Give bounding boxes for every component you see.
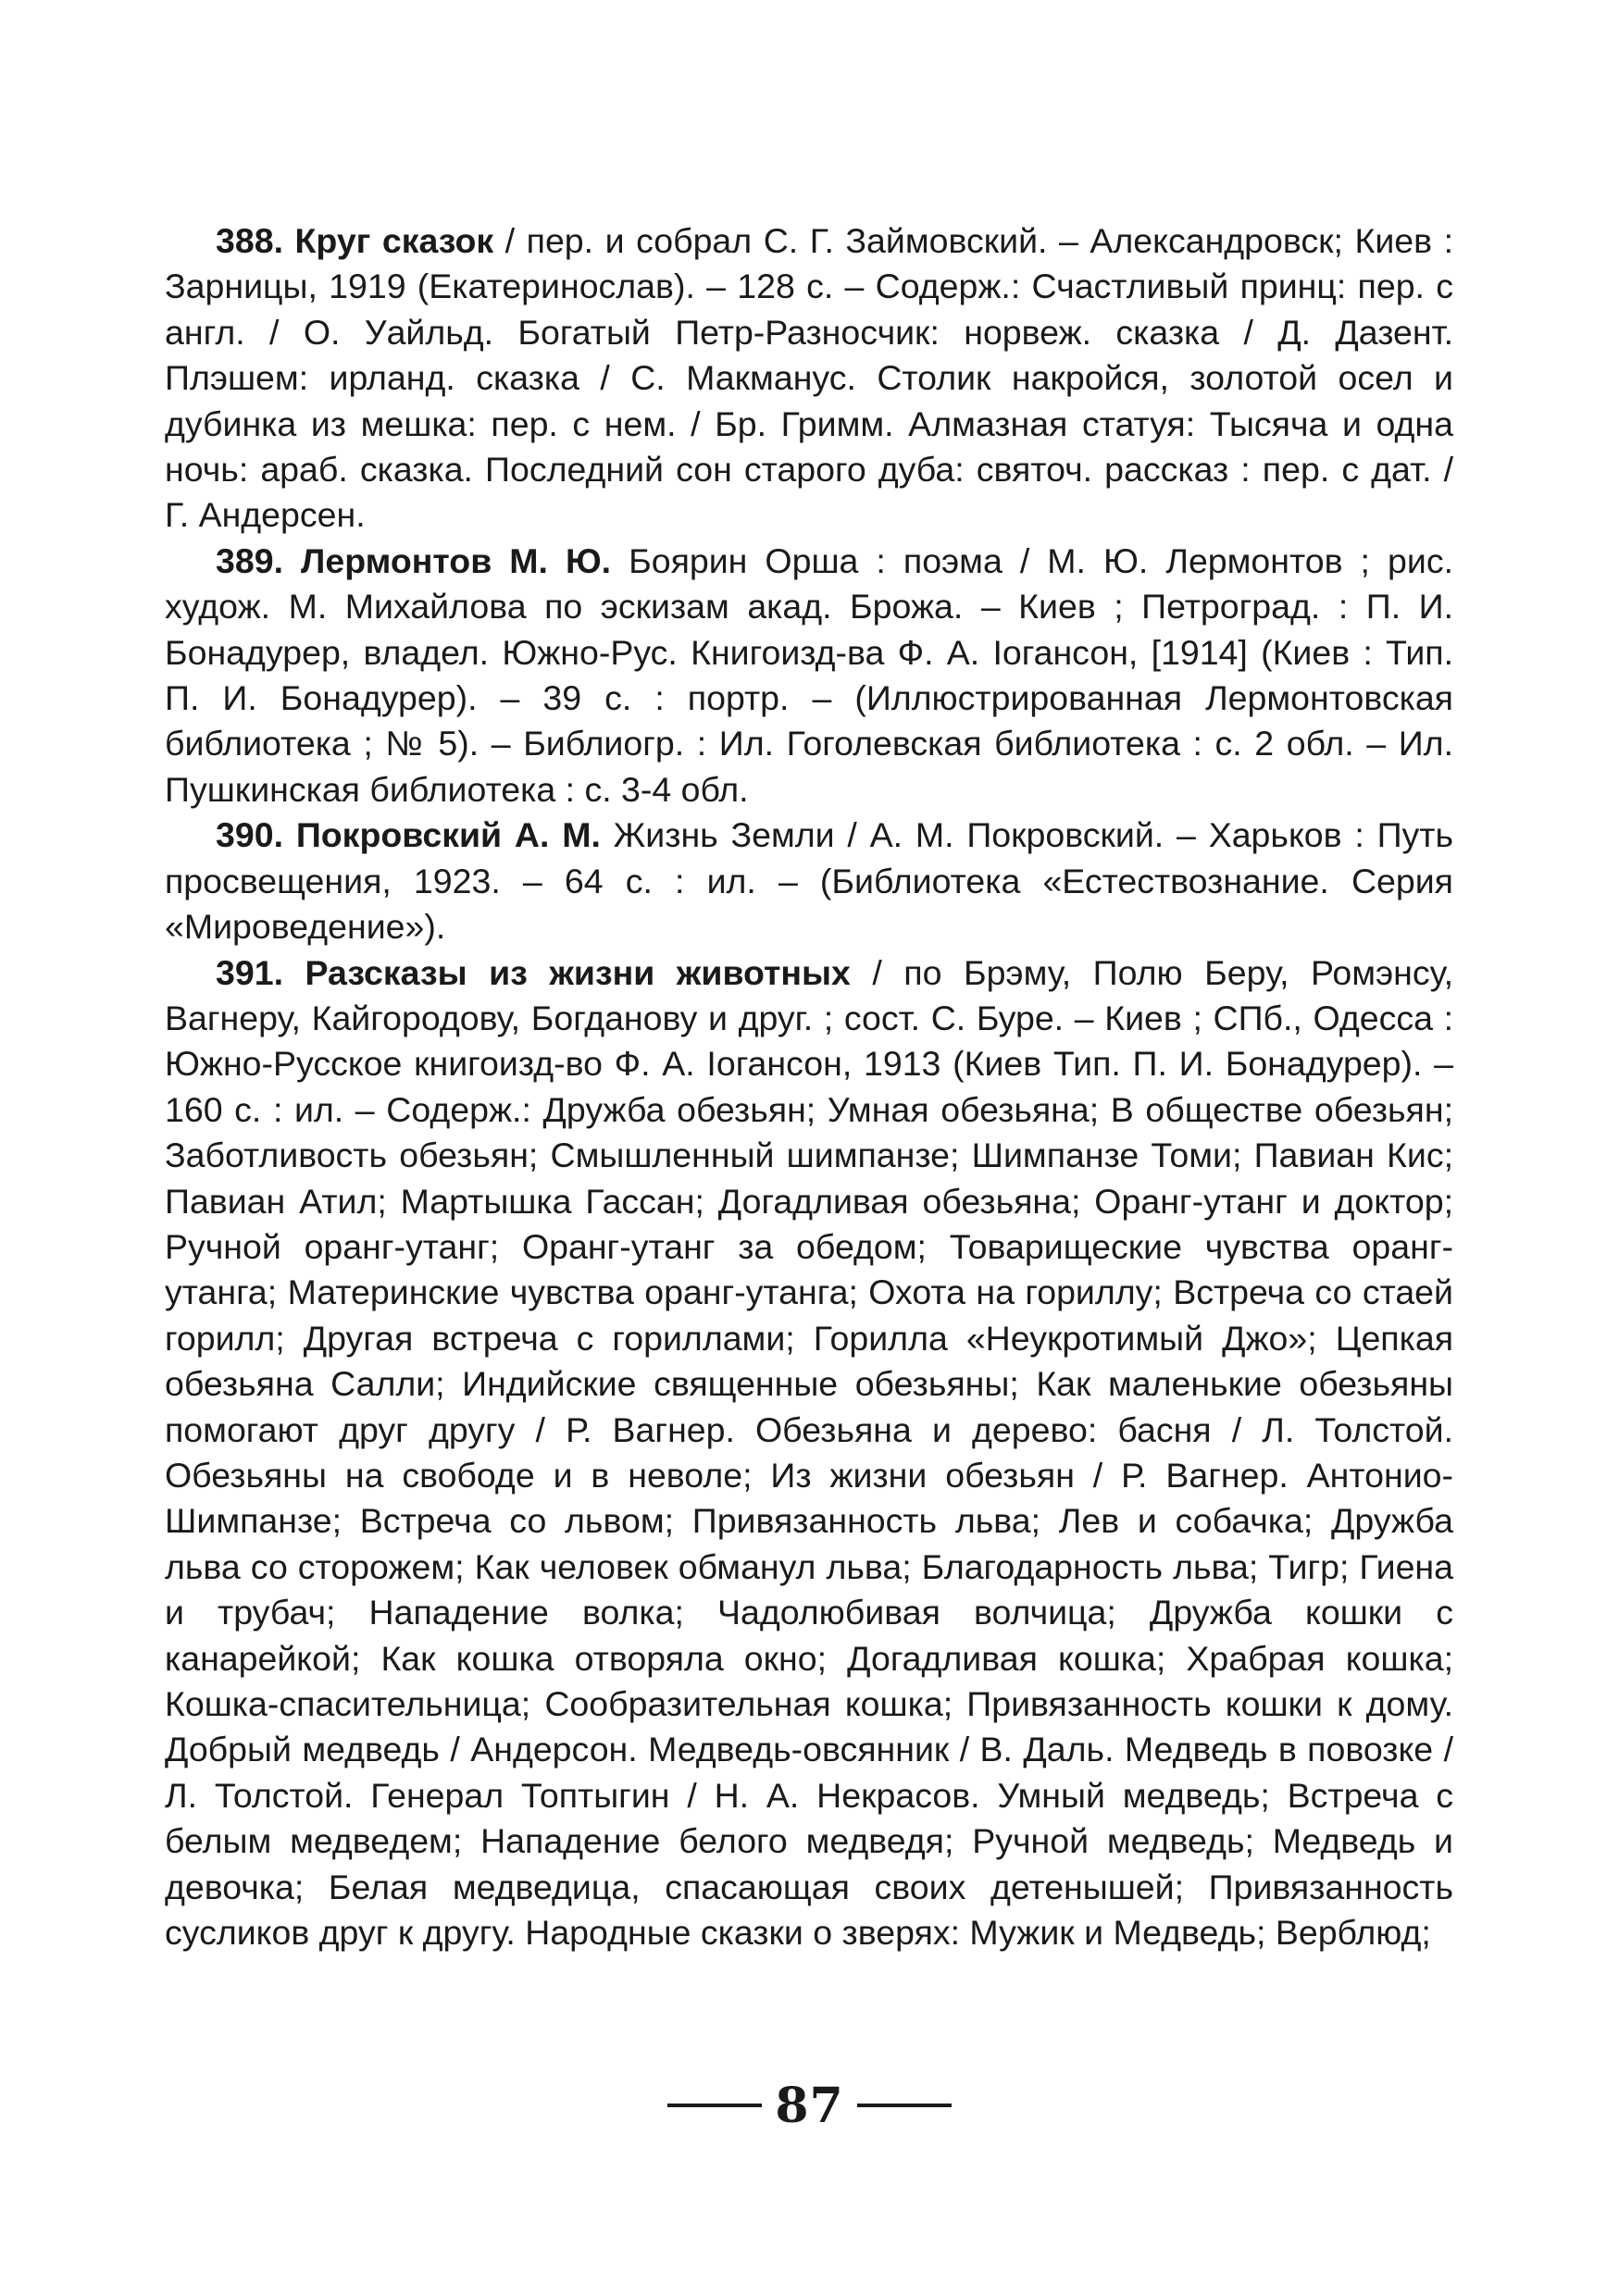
- entry-description: / по Брэму, Полю Беру, Ромэнсу, Вагнеру, Кайгородову, Богданову и друг. ; сост. С. Буре. – Киев ; СПб., Одесса : Южно-Русское книгоизд-во Ф. А. Іогансон, 1913 (Киев Тип. П. И. Бонадурер). – 160 с. : ил. – Содерж.: Дружба обезьян; Умная обезьяна; В обществе обезьян; Заботливость обезьян; Смышленный шимпанзе; Шимпанзе Томи; Павиан Кис; Павиан Атил; Мартышка Гассан; Догадливая обезьяна; Оранг-утанг и доктор; Ручной оранг-утанг; Оранг-утанг за обедом; Товарищеские чувства оранг-утанга; Материнские чувства оранг-утанга; Охота на гориллу; Встреча со стаей горилл; Другая встреча с гориллами; Горилла «Неукротимый Джо»; Цепкая обезьяна Салли; Индийские священные обезьяны; Как маленькие обезьяны помогают друг другу / Р. Вагнер. Обезьяна и дерево: басня / Л. Толстой. Обезьяны на свободе и в неволе; Из жизни обезьян / Р. Вагнер. Антонио-Шимпанзе; Встреча со львом; Привязанность льва; Лев и собачка; Дружба льва со сторожем; Как человек обманул льва; Благодарность льва; Тигр; Гиена и трубач; Нападение волка; Чадолюбивая волчица; Дружба кошки с канарейкой; Как кошка отворяла окно; Догадливая кошка; Храбрая кошка; Кошка-спасительница; Сообразительная кошка; Привязанность кошки к дому. Добрый медведь / Андерсон. Медведь-овсянник / В. Даль. Медведь в повозке / Л. Толстой. Генерал Топтыгин / Н. А. Некрасов. Умный медведь; Встреча с белым медведем; Нападение белого медведя; Ручной медведь; Медведь и девочка; Белая медведица, спасающая своих детенышей; Привязанность сусликов друг к другу. Народные сказки о зверях: Мужик и Медведь; Верблюд;: [165, 952, 1453, 1953]
- entry-number: 391.: [216, 952, 283, 992]
- entry-heading: Круг сказок: [294, 221, 494, 260]
- entry-number: 390.: [216, 815, 283, 855]
- footer-rule-left: [667, 2104, 762, 2107]
- page-number: 87: [775, 2077, 844, 2134]
- entry-number: 388.: [216, 221, 283, 260]
- footer-rule-right: [857, 2104, 952, 2107]
- bibliography-entry-390: [165, 813, 1453, 949]
- entry-number: 389.: [216, 540, 283, 580]
- entry-description: Жизнь Земли / А. М. Покровский. – Харьков : Путь просвещения, 1923. – 64 с. : ил. – (Библиотека «Естествознание. Серия «Мироведение»).: [165, 815, 1453, 947]
- entry-heading: Лермонтов М. Ю.: [301, 540, 612, 580]
- bibliography-entry-388: [165, 218, 1453, 539]
- entry-description: / пер. и собрал С. Г. Займовский. – Александровск; Киев : Зарницы, 1919 (Екатеринослав). – 128 с. – Содерж.: Счастливый принц: пер. с англ. / О. Уайльд. Богатый Петр-Разносчик: норвеж. сказка / Д. Дазент. Плэшем: ирланд. сказка / С. Макманус. Столик накройся, золотой осел и дубинка из мешка: пер. с нем. / Бр. Гримм. Алмазная статуя: Тысяча и одна ночь: араб. сказка. Последний сон старого дуба: святоч. рассказ : пер. с дат. / Г. Андерсен.: [165, 221, 1453, 535]
- entry-heading: Разсказы из жизни животных: [305, 952, 851, 992]
- entry-heading: Покровский А. М.: [295, 815, 601, 855]
- entry-description: Боярин Орша : поэма / М. Ю. Лермонтов ; рис. худож. М. Михайлова по эскизам акад. Брожа. – Киев ; Петроград. : П. И. Бонадурер, владел. Южно-Рус. Книгоизд-ва Ф. А. Іогансон, [1914] (Киев : Тип. П. И. Бонадурер). – 39 с. : портр. – (Иллюстрированная Лермонтовская библиотека ; № 5). – Библиогр. : Ил. Гоголевская библиотека : с. 2 обл. – Ил. Пушкинская библиотека : с. 3-4 обл.: [165, 540, 1453, 809]
- bibliography-entry-389: [165, 539, 1453, 813]
- bibliography-page: [165, 218, 1453, 1955]
- bibliography-entry-391: [165, 950, 1453, 1956]
- page-footer: [0, 2068, 1619, 2142]
